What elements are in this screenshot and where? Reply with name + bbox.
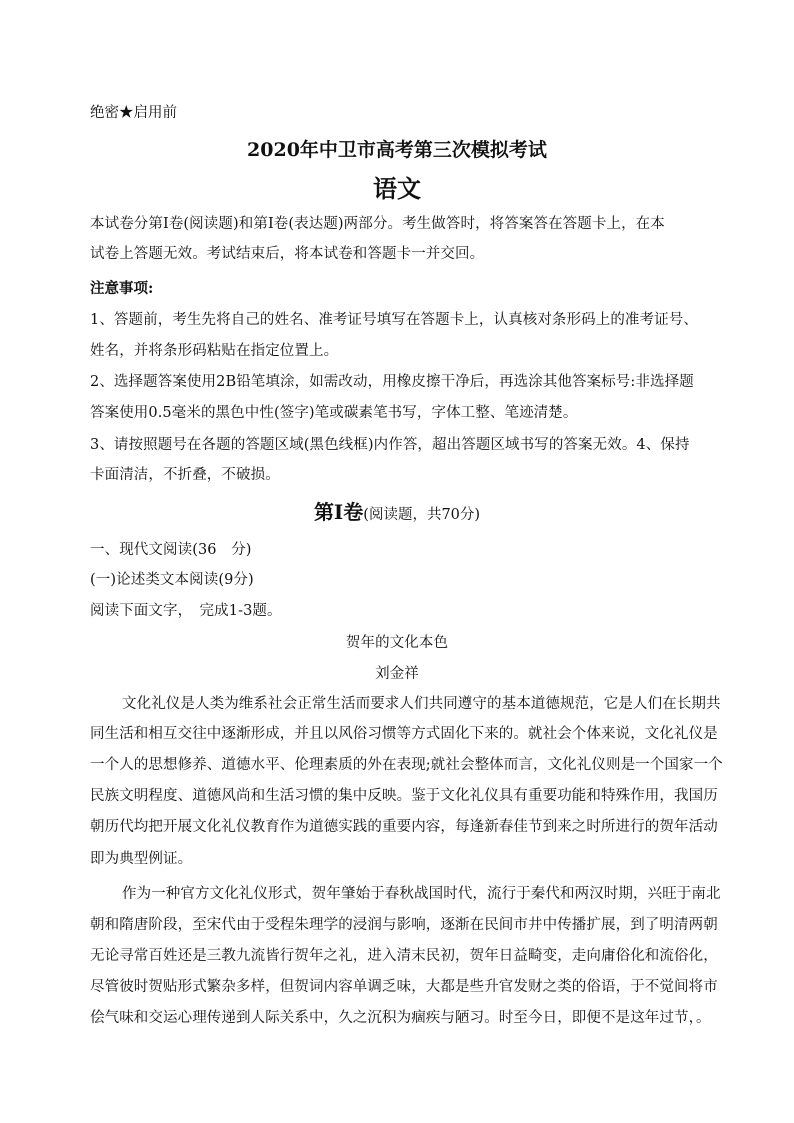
article-p1-line-4: 民族文明程度、道德风尚和生活习惯的集中反映。鉴于文化礼仪具有重要功能和特殊作用，我国历 — [90, 788, 718, 804]
article-p1-line-2: 同生活和相互交往中逐渐形成，并且以风俗习惯等方式固化下来的。就社会个体来说，文化礼仪是 — [90, 726, 718, 742]
intro-line-1: 本试卷分第Ⅰ卷(阅读题)和第Ⅰ卷(表达题)两部分。考生做答时，将答案答在答题卡上，在本 — [90, 216, 665, 232]
exam-title: 2020年中卫市高考第三次模拟考试 — [247, 139, 547, 161]
article-p1-line-6: 即为典型例证。 — [90, 851, 193, 867]
volume-heading — [0, 500, 794, 524]
article-p1-line-3: 一个人的思想修养、道德水平、伦理素质的外在表现;就社会整体而言，文化礼仪则是一个国家一个 — [90, 757, 723, 773]
article-p1-line-5: 朝历代均把开展文化礼仪教育作为道德实践的重要内容，每逢新春佳节到来之时所进行的贺年活动 — [90, 819, 718, 835]
section-part-1-sub: (一)论述类文本阅读(9分) — [90, 572, 254, 588]
volume-subtitle: (阅读题，共70分) — [363, 507, 481, 523]
note-2-line-1: 2、选择题答案使用2B铅笔填涂，如需改动，用橡皮擦干净后，再选涂其他答案标号:非选择题 — [90, 374, 694, 390]
note-3-line-2: 卡面清洁，不折叠，不破损。 — [90, 467, 280, 483]
note-3-line-1: 3、请按照题号在各题的答题区域(黑色线框)内作答，超出答题区域书写的答案无效。4、保持 — [90, 437, 690, 453]
note-1-line-2: 姓名，并将条形码粘贴在指定位置上。 — [90, 343, 339, 359]
article-p2-line-5: 侩气味和交运心理传递到人际关系中，久之沉积为痼疾与陋习。时至今日，即便不是这年过节，。 — [90, 1010, 711, 1026]
secret-mark: 绝密★启用前 — [90, 105, 177, 121]
article-p2-line-3: 无论寻常百姓还是三教九流皆行贺年之礼，进入清末民初，贺年日益畸变，走向庸俗化和流俗化， — [90, 948, 718, 964]
article-p1-line-1: 文化礼仪是人类为维系社会正常生活而要求人们共同遵守的基本道德规范，它是人们在长期共 — [122, 696, 721, 712]
volume-title: 第Ⅰ卷 — [313, 500, 364, 524]
notes-heading: 注意事项: — [90, 280, 154, 297]
article-p2-line-1: 作为一种官方文化礼仪形式，贺年肇始于春秋战国时代，流行于秦代和两汉时期，兴旺于南北 — [122, 886, 721, 902]
intro-line-2: 试卷上答题无效。考试结束后，将本试卷和答题卡一并交回。 — [90, 246, 485, 262]
note-1-line-1: 1、答题前，考生先将自己的姓名、准考证号填写在答题卡上，认真核对条形码上的准考证号、 — [90, 312, 698, 328]
reading-instruction: 阅读下面文字， 完成1-3题。 — [90, 603, 282, 619]
article-p2-line-2: 朝和隋唐阶段，至宋代由于受程朱理学的浸润与影响，逐渐在民间市井中传播扩展，到了明清两朝 — [90, 917, 718, 933]
article-author: 刘金祥 — [375, 666, 419, 682]
note-2-line-2: 答案使用0.5毫米的黑色中性(签字)笔或碳素笔书写，字体工整、笔迹清楚。 — [90, 405, 578, 421]
section-part-1: 一、现代文阅读(36 分) — [90, 542, 252, 558]
article-title: 贺年的文化本色 — [345, 635, 449, 651]
subject-title: 语文 — [373, 174, 421, 203]
article-p2-line-4: 尽管彼时贺贴形式繁杂多样，但贺词内容单调乏味，大都是些升官发财之类的俗语，于不觉间将市 — [90, 979, 718, 995]
